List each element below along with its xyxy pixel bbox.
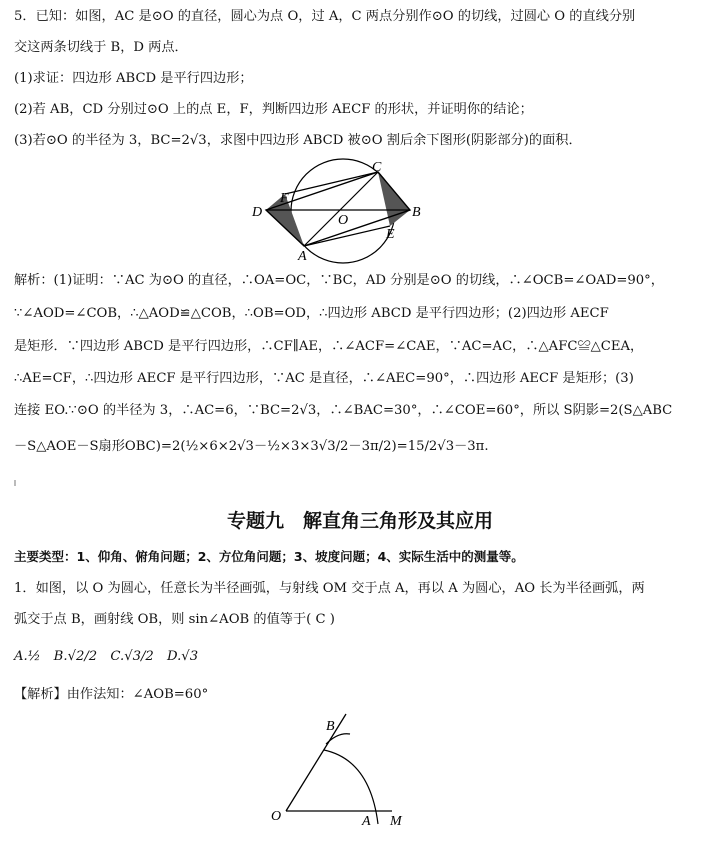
label-f: F bbox=[280, 191, 289, 206]
diameter-ac bbox=[304, 172, 378, 246]
separator-mark bbox=[14, 480, 16, 486]
solution-line-6: －S△AOE－S扇形OBC)=2(½×6×2√3－½×3×3√3/2－3π/2)=15/2√3－3π. bbox=[14, 439, 489, 454]
problem5-part-1: (1)求证：四边形 ABCD 是平行四边形； bbox=[14, 71, 253, 86]
solution-line-2: ∵∠AOD=∠COB，∴△AOD≌△COB，∴OB=OD，∴四边形 ABCD 是平行四边形；(2)四边形 AECF bbox=[14, 306, 609, 321]
solution-line-1: 解析：(1)证明：∵AC 为⊙O 的直径，∴OA=OC，∵BC，AD 分别是⊙O 的切线，∴∠OCB=∠OAD=90°， bbox=[14, 273, 664, 288]
shade-right bbox=[378, 172, 410, 226]
q1-options: A.½ B.√2/2 C.√3/2 D.√3 bbox=[14, 649, 199, 664]
problem5-part-2: (2)若 AB，CD 分别过⊙O 上的点 E，F，判断四边形 AECF 的形状，并证明你的结论； bbox=[14, 102, 533, 117]
main-types: 主要类型：1、仰角、俯角问题；2、方位角问题；3、坡度问题；4、实际生活中的测量等。 bbox=[14, 549, 524, 564]
q1-line-1: 1．如图，以 O 为圆心，任意长为半径画弧，与射线 OM 交于点 A，再以 A 为圆心，AO 长为半径画弧，两 bbox=[14, 581, 645, 596]
angle-construction-figure bbox=[0, 710, 720, 860]
label-a: A bbox=[298, 249, 307, 264]
label-e: E bbox=[386, 227, 395, 242]
q1-analysis: 【解析】由作法知：∠AOB=60° bbox=[14, 687, 209, 702]
label-a2: A bbox=[362, 814, 371, 829]
label-o2: O bbox=[271, 809, 282, 824]
line-ae bbox=[304, 226, 390, 246]
solution-line-3: 是矩形．∵四边形 ABCD 是平行四边形，∴CF∥AE，∴∠ACF=∠CAE，∵AC=AC，∴△AFC≌△CEA， bbox=[14, 339, 644, 354]
q1-line-2: 弧交于点 B，画射线 OB，则 sin∠AOB 的值等于( C ) bbox=[14, 612, 335, 627]
solution-line-5: 连接 EO.∵⊙O 的半径为 3，∴AC=6，∵BC=2√3，∴∠BAC=30°，∴∠COE=60°，所以 S阴影=2(S△ABC bbox=[14, 403, 673, 418]
label-o: O bbox=[338, 213, 349, 228]
ray-ob bbox=[286, 714, 346, 811]
section-title: 专题九 解直角三角形及其应用 bbox=[226, 510, 493, 532]
arc-from-a bbox=[324, 750, 378, 824]
label-m: M bbox=[390, 814, 402, 829]
label-b: B bbox=[412, 205, 421, 220]
label-b2: B bbox=[326, 719, 335, 734]
problem5-stem-2: 交这两条切线于 B，D 两点． bbox=[14, 40, 188, 55]
arc-from-o bbox=[326, 734, 350, 744]
label-c: C bbox=[372, 160, 382, 175]
problem5-stem-1: 5．已知：如图，AC 是⊙O 的直径，圆心为点 O，过 A，C 两点分别作⊙O 的切线，过圆心 O 的直线分别 bbox=[14, 9, 636, 24]
label-d: D bbox=[252, 205, 263, 220]
solution-line-4: ∴AE=CF，∴四边形 AECF 是平行四边形，∵AC 是直径，∴∠AEC=90°，∴四边形 AECF 是矩形；(3) bbox=[14, 371, 634, 386]
problem5-part-3: (3)若⊙O 的半径为 3，BC=2√3，求图中四边形 ABCD 被⊙O 割后余下图形(阴影部分)的面积． bbox=[14, 133, 582, 148]
